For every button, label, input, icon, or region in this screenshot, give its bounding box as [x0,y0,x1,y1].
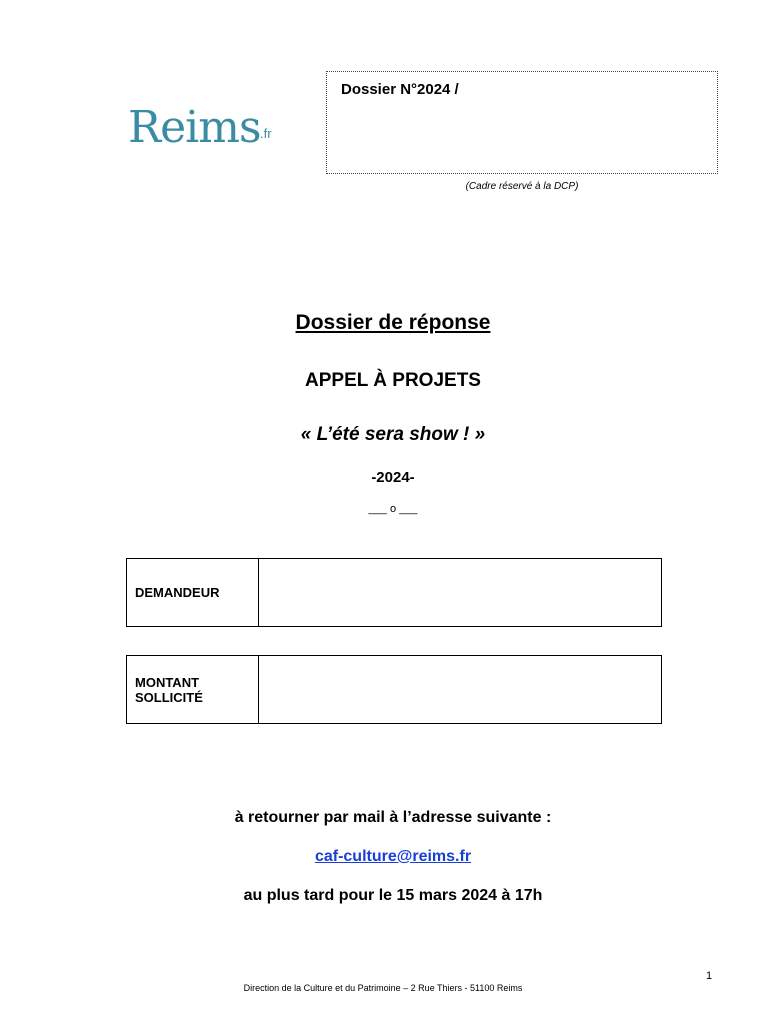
deadline-text: au plus tard pour le 15 mars 2024 à 17h [243,887,543,904]
year-label: -2024- [371,469,415,486]
page-number: 1 [706,970,713,982]
contact-email-link[interactable]: caf-culture@reims.fr [314,848,472,865]
applicant-value[interactable] [259,559,661,626]
amount-value[interactable] [259,656,661,723]
reims-logo [128,102,278,158]
logo-wordmark: Reims [128,102,261,153]
amount-label: MONTANT SOLLICITÉ [127,656,259,723]
applicant-label: DEMANDEUR [127,559,259,626]
document-title: Dossier de réponse [295,311,491,334]
reserved-frame-note: (Cadre réservé à la DCP) [465,181,579,192]
dossier-number-label: Dossier N°2024 / [341,81,459,98]
project-subtitle: « L’été sera show ! » [300,424,486,445]
call-heading: APPEL À PROJETS [305,370,481,391]
amount-field [126,655,662,724]
applicant-field [126,558,662,627]
separator: ___ o ___ [368,503,418,515]
dossier-number-box [326,71,718,174]
return-instruction: à retourner par mail à l’adresse suivante : [234,809,552,826]
footer-address: Direction de la Culture et du Patrimoine – 2 Rue Thiers - 51100 Reims [243,983,523,993]
logo-suffix: .fr [260,126,272,141]
